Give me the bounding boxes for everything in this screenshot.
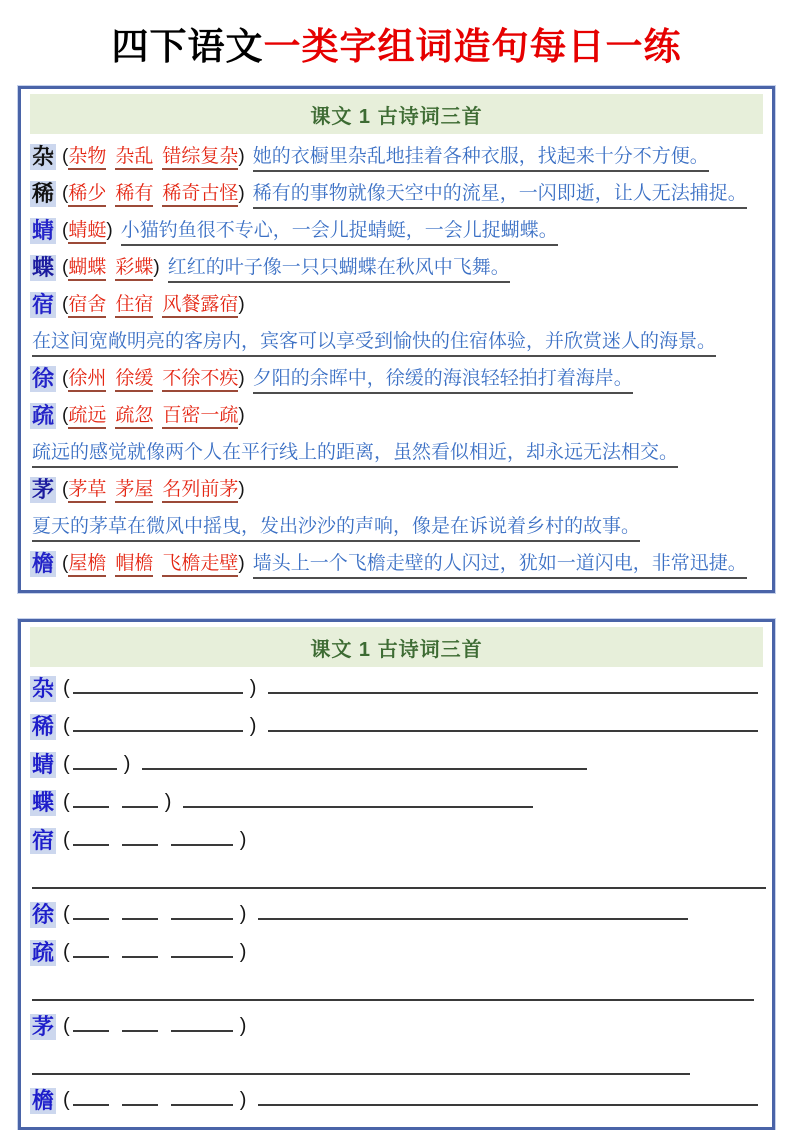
answer-line — [268, 729, 758, 732]
paren-open: ( — [62, 479, 69, 500]
word-blank — [122, 917, 158, 920]
sentence-blue: 疏远的感觉就像两个人在平行线上的距离，虽然看似相近，却永远无法相交。 — [32, 442, 678, 468]
lesson-box-filled — [18, 86, 775, 593]
answer-line-full — [32, 1045, 690, 1075]
word-blank — [73, 729, 243, 732]
answer-line — [258, 1103, 758, 1106]
paren-open: ( — [62, 257, 69, 278]
word-blank — [73, 955, 109, 958]
paren-open: ( — [63, 791, 70, 813]
paren-close: ) — [249, 715, 257, 737]
word-red: 蝴蝶 — [68, 257, 106, 281]
lesson-box-practice — [18, 619, 775, 1130]
paren-close: ) — [238, 405, 245, 426]
headword-char: 茅 — [32, 477, 55, 502]
paren-close: ) — [239, 1089, 247, 1111]
paren-close: ) — [238, 294, 245, 315]
headword-char: 疏 — [32, 940, 55, 965]
practice-row — [30, 1081, 763, 1119]
lesson-header-practice: 课文 1 古诗词三首 — [30, 627, 763, 667]
answer-line — [258, 917, 688, 920]
word-red: 风餐露宿 — [162, 294, 238, 318]
answer-line-full — [32, 859, 766, 889]
word-red: 杂乱 — [115, 146, 153, 170]
sentence-blue: 在这间宽敞明亮的客房内，宾客可以享受到愉快的住宿体验，并欣赏迷人的海景。 — [32, 331, 716, 357]
paren-open: ( — [62, 405, 69, 426]
headword-char: 茅 — [32, 1014, 55, 1039]
entry-row — [30, 286, 763, 323]
sentence-blue: 稀有的事物就像天空中的流星，一闪即逝，让人无法捕捉。 — [253, 183, 747, 209]
word-blank — [122, 805, 158, 808]
paren-close: ) — [238, 553, 245, 574]
word-blank — [73, 917, 109, 920]
sentence-blue: 夏天的茅草在微风中摇曳，发出沙沙的声响，像是在诉说着乡村的故事。 — [32, 516, 640, 542]
entry-row — [30, 249, 763, 286]
paren-open: ( — [62, 553, 69, 574]
headword-char: 疏 — [32, 403, 55, 428]
word-red: 彩蝶 — [115, 257, 153, 281]
sentence-blue: 小猫钓鱼很不专心，一会儿捉蜻蜓，一会儿捉蝴蝶。 — [121, 220, 558, 246]
paren-open: ( — [63, 753, 70, 775]
paren-open: ( — [63, 941, 70, 963]
lesson-header: 课文 1 古诗词三首 — [30, 94, 763, 134]
practice-row — [30, 821, 763, 859]
paren-open: ( — [63, 903, 70, 925]
headword-char: 宿 — [32, 828, 55, 853]
paren-close: ) — [239, 829, 247, 851]
word-blank — [171, 1103, 233, 1106]
answer-line — [268, 691, 758, 694]
headword-char: 蝶 — [32, 790, 55, 815]
answer-line — [183, 805, 533, 808]
word-red: 徐州 — [68, 368, 106, 392]
practice-row — [30, 895, 763, 933]
paren-open: ( — [62, 368, 69, 389]
word-blank — [171, 955, 233, 958]
word-red: 错综复杂 — [162, 146, 238, 170]
word-red: 稀少 — [68, 183, 106, 207]
word-red: 蜻蜓 — [68, 220, 106, 244]
headword-char: 檐 — [32, 551, 55, 576]
paren-close: ) — [238, 146, 245, 167]
sentence-row — [30, 323, 763, 360]
paren-close: ) — [164, 791, 172, 813]
headword-char: 宿 — [32, 292, 55, 317]
entry-row — [30, 138, 763, 175]
paren-close: ) — [239, 903, 247, 925]
paren-close: ) — [238, 183, 245, 204]
title-topic-part: 一类字组词造句每日一练 — [263, 24, 682, 68]
headword-char: 徐 — [32, 366, 55, 391]
practice-row — [30, 933, 763, 971]
word-blank — [171, 1029, 233, 1032]
paren-open: ( — [63, 1015, 70, 1037]
word-blank — [73, 767, 117, 770]
paren-open: ( — [62, 146, 69, 167]
word-blank — [122, 843, 158, 846]
word-red: 疏远 — [68, 405, 106, 429]
headword-char: 檐 — [32, 1088, 55, 1113]
sentence-blue: 夕阳的余晖中，徐缓的海浪轻轻拍打着海岸。 — [253, 368, 633, 394]
word-red: 不徐不疾 — [162, 368, 238, 392]
paren-close: ) — [249, 677, 257, 699]
word-red: 宿舍 — [68, 294, 106, 318]
word-blank — [73, 1029, 109, 1032]
practice-row — [30, 707, 763, 745]
headword-char: 蜻 — [32, 752, 55, 777]
word-red: 疏忽 — [115, 405, 153, 429]
sentence-blue: 墙头上一个飞檐走壁的人闪过，犹如一道闪电，非常迅捷。 — [253, 553, 747, 579]
word-red: 名列前茅 — [162, 479, 238, 503]
title-grade-part: 四下语文 — [111, 24, 264, 68]
word-red: 飞檐走壁 — [162, 553, 238, 577]
word-red: 茅屋 — [115, 479, 153, 503]
word-red: 稀奇古怪 — [162, 183, 238, 207]
word-red: 稀有 — [115, 183, 153, 207]
word-red: 杂物 — [68, 146, 106, 170]
paren-close: ) — [106, 220, 113, 241]
word-red: 屋檐 — [68, 553, 106, 577]
paren-open: ( — [63, 1089, 70, 1111]
paren-close: ) — [238, 479, 245, 500]
word-blank — [122, 1103, 158, 1106]
paren-close: ) — [153, 257, 160, 278]
paren-open: ( — [62, 183, 69, 204]
word-blank — [122, 955, 158, 958]
box1-rows — [30, 134, 763, 582]
box2-rows — [30, 667, 763, 1119]
entry-row — [30, 397, 763, 434]
word-red: 百密一疏 — [162, 405, 238, 429]
headword-char: 杂 — [32, 144, 55, 169]
word-red: 住宿 — [115, 294, 153, 318]
entry-row — [30, 545, 763, 582]
entry-row — [30, 360, 763, 397]
practice-row — [30, 745, 763, 783]
word-blank — [73, 1103, 109, 1106]
paren-close: ) — [239, 1015, 247, 1037]
sentence-row — [30, 508, 763, 545]
paren-close: ) — [123, 753, 131, 775]
headword-char: 徐 — [32, 902, 55, 927]
sentence-blue: 她的衣橱里杂乱地挂着各种衣服，找起来十分不方便。 — [253, 146, 709, 172]
paren-open: ( — [63, 715, 70, 737]
paren-open: ( — [62, 220, 69, 241]
word-red: 徐缓 — [115, 368, 153, 392]
headword-char: 稀 — [32, 181, 55, 206]
sentence-blue: 红红的叶子像一只只蝴蝶在秋风中飞舞。 — [168, 257, 510, 283]
practice-row — [30, 1007, 763, 1045]
word-red: 茅草 — [68, 479, 106, 503]
paren-close: ) — [238, 368, 245, 389]
entry-row — [30, 175, 763, 212]
sentence-row — [30, 434, 763, 471]
paren-open: ( — [63, 829, 70, 851]
headword-char: 蜻 — [32, 218, 55, 243]
headword-char: 蝶 — [32, 255, 55, 280]
paren-open: ( — [63, 677, 70, 699]
word-blank — [171, 843, 233, 846]
word-blank — [73, 843, 109, 846]
answer-line-full — [32, 971, 754, 1001]
word-red: 帽檐 — [115, 553, 153, 577]
answer-line — [142, 767, 587, 770]
page-title — [18, 16, 775, 70]
word-blank — [73, 691, 243, 694]
headword-char: 杂 — [32, 676, 55, 701]
entry-row — [30, 471, 763, 508]
entry-row — [30, 212, 763, 249]
word-blank — [73, 805, 109, 808]
practice-row — [30, 669, 763, 707]
practice-row — [30, 783, 763, 821]
paren-close: ) — [239, 941, 247, 963]
headword-char: 稀 — [32, 714, 55, 739]
paren-open: ( — [62, 294, 69, 315]
word-blank — [122, 1029, 158, 1032]
word-blank — [171, 917, 233, 920]
